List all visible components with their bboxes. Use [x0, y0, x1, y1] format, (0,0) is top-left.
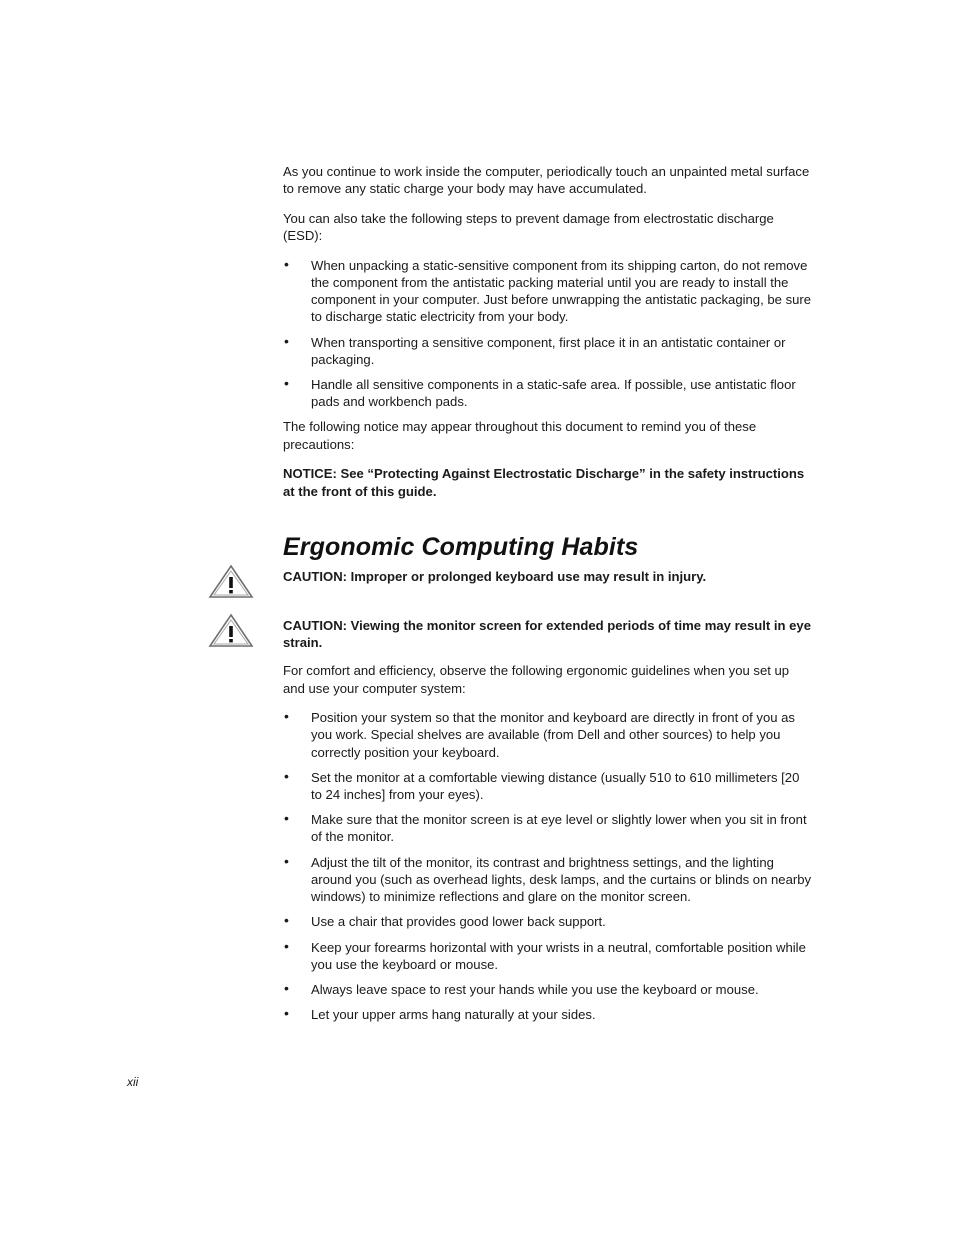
bullet-icon: •	[284, 979, 289, 996]
list-item	[283, 709, 813, 761]
list-item-text: Handle all sensitive components in a static-safe area. If possible, use antistatic floor pads and workbench pads.	[311, 377, 796, 410]
list-item-text: Set the monitor at a comfortable viewing distance (usually 510 to 610 millimeters [20 to 24 inches] from your eyes).	[311, 769, 800, 803]
intro-paragraph-2: You can also take the following steps to prevent damage from electrostatic discharge (ESD):	[283, 210, 774, 244]
page-number: xii	[127, 1075, 139, 1089]
esd-steps-list	[283, 257, 813, 411]
bullet-icon: •	[284, 852, 289, 869]
ergonomic-intro: For comfort and efficiency, observe the following ergonomic guidelines when you set up and use your computer system:	[283, 663, 790, 696]
bullet-icon: •	[284, 375, 289, 392]
list-item-text: Let your upper arms hang naturally at your sides.	[311, 1007, 596, 1023]
list-item	[283, 913, 813, 930]
bullet-icon: •	[284, 912, 289, 929]
list-item	[283, 939, 813, 973]
list-item	[283, 334, 813, 368]
caution-block-keyboard	[283, 568, 813, 585]
bullet-icon: •	[284, 937, 289, 954]
list-item-text: When transporting a sensitive component, first place it in an antistatic container or packaging.	[311, 334, 786, 367]
list-item	[283, 257, 813, 326]
notice-text: NOTICE: See “Protecting Against Electrostatic Discharge” in the safety instructions at the front of this guide.	[283, 466, 805, 499]
list-item-text: Make sure that the monitor screen is at eye level or slightly lower when you sit in front of the monitor.	[311, 812, 807, 845]
bullet-icon: •	[284, 708, 289, 725]
bullet-icon: •	[284, 767, 289, 784]
caution-block-eye-strain	[283, 617, 813, 651]
caution-warning-icon	[208, 564, 254, 600]
bullet-icon: •	[284, 255, 289, 272]
intro-paragraph-1: As you continue to work inside the computer, periodically touch an unpainted metal surface to remove any static charge your body may have accumulated.	[283, 164, 810, 197]
notice-intro: The following notice may appear throughout this document to remind you of these precautions:	[283, 419, 757, 452]
bullet-icon: •	[284, 1005, 289, 1022]
caution-text-keyboard: CAUTION: Improper or prolonged keyboard use may result in injury.	[283, 568, 707, 584]
list-item	[283, 376, 813, 410]
list-item-text: Always leave space to rest your hands while you use the keyboard or mouse.	[311, 981, 759, 997]
list-item-text: Adjust the tilt of the monitor, its contrast and brightness settings, and the lighting around you (such as overhead lights, desk lamps, and the curtains or blinds on nearby windows) to minimize reflections and glare on the monitor screen.	[311, 854, 812, 905]
list-item	[283, 811, 813, 845]
list-item	[283, 769, 813, 803]
list-item	[283, 981, 813, 998]
list-item-text: Use a chair that provides good lower back support.	[311, 914, 606, 930]
caution-text-eye-strain: CAUTION: Viewing the monitor screen for extended periods of time may result in eye strain.	[283, 617, 811, 651]
bullet-icon: •	[284, 810, 289, 827]
section-heading: Ergonomic Computing Habits	[283, 532, 639, 561]
list-item	[283, 1006, 813, 1023]
ergonomic-guidelines-list	[283, 709, 813, 1023]
list-item-text: When unpacking a static-sensitive component from its shipping carton, do not remove the component from the antistatic packing material until you are ready to install the component in your computer. Just before unwrapping the antistatic packaging, be sure to discharge static electricity from your body.	[311, 257, 812, 325]
list-item	[283, 854, 813, 906]
list-item-text: Keep your forearms horizontal with your wrists in a neutral, comfortable position while you use the keyboard or mouse.	[311, 939, 806, 972]
list-item-text: Position your system so that the monitor and keyboard are directly in front of you as you work. Special shelves are available (from Dell and other sources) to help you correctly position your keyboard.	[311, 710, 795, 760]
bullet-icon: •	[284, 332, 289, 349]
page-content	[283, 163, 813, 1031]
caution-warning-icon	[208, 613, 254, 649]
